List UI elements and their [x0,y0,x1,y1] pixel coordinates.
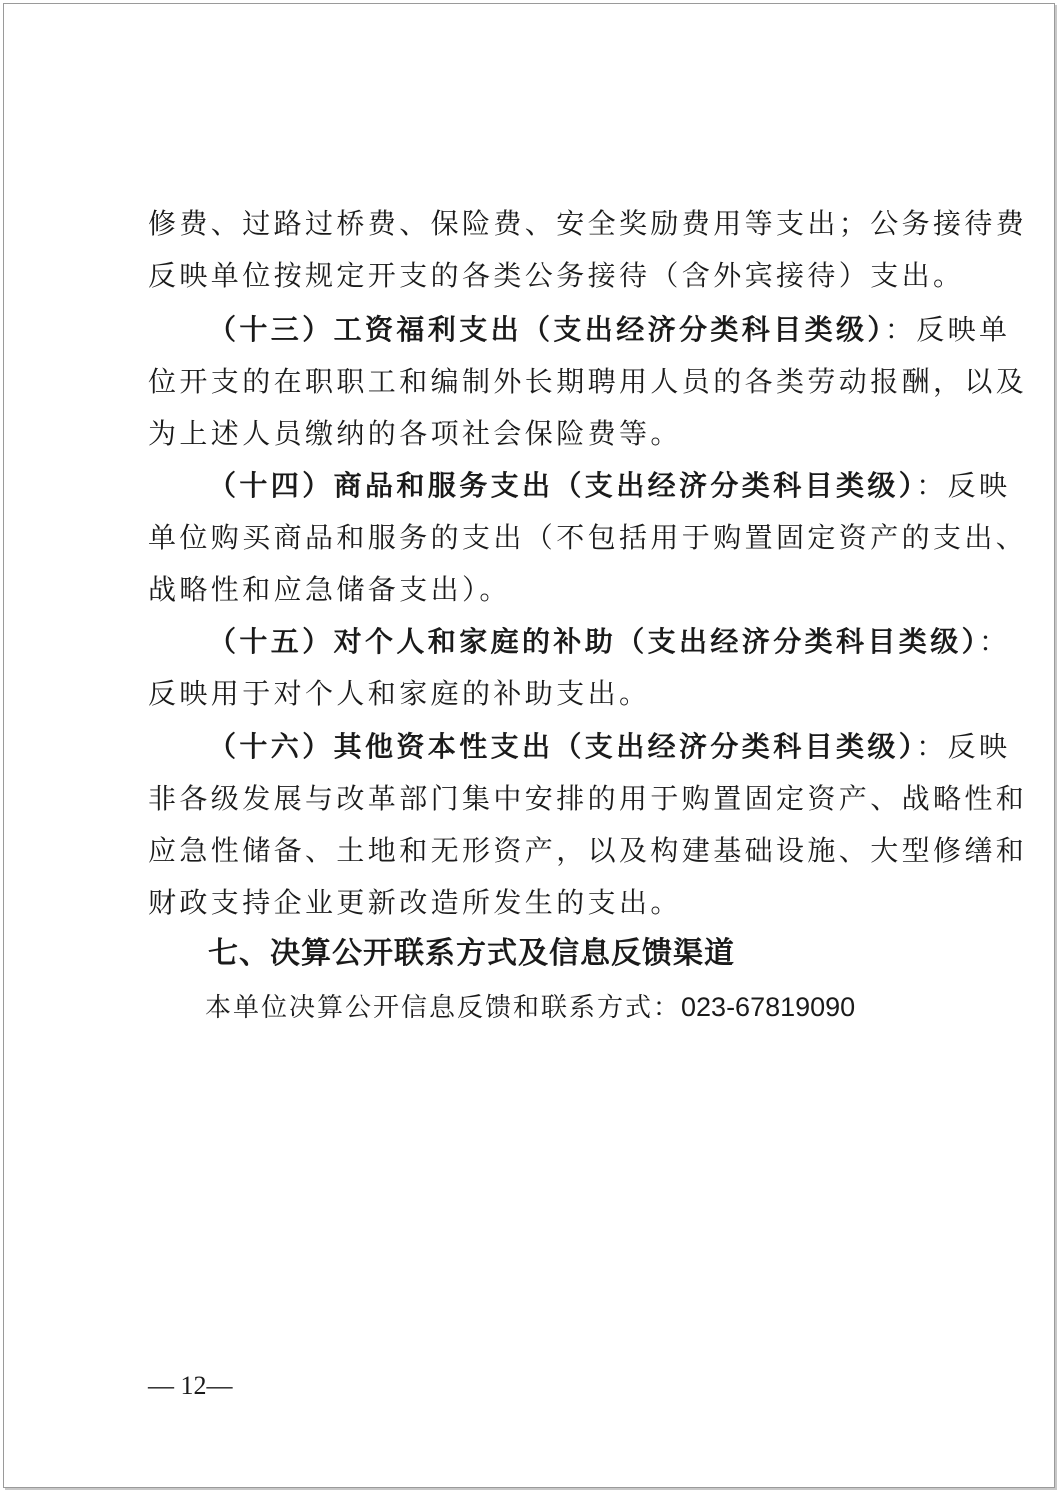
paragraph-16-first-line [208,727,1010,767]
contact-phone: 023-67819090 [681,992,856,1022]
paragraph-14-first-line [208,466,1010,506]
paragraph-15-lead: ： [979,625,1011,658]
section-7-heading: 七、决算公开联系方式及信息反馈渠道 [208,936,735,971]
paragraph-14-lead: ：反映 [916,469,1011,502]
paragraph-13-first-line [208,310,1010,350]
paragraph-line: 单位购买商品和服务的支出（不包括用于购置固定资产的支出、 [148,521,1028,554]
paragraph-14-title: （十四）商品和服务支出（支出经济分类科目类级） [208,469,917,502]
paragraph-16-title: （十六）其他资本性支出（支出经济分类科目类级） [208,730,917,763]
paragraph-line: 为上述人员缴纳的各项社会保险费等。 [148,417,682,450]
page-number: — 12— [148,1371,233,1400]
paragraph-15-first-line [208,622,1010,662]
paragraph-line: 反映用于对个人和家庭的补助支出。 [148,677,651,710]
contact-line [205,987,855,1028]
paragraph-line: 战略性和应急储备支出）。 [148,573,511,606]
paragraph-line: 反映单位按规定开支的各类公务接待（含外宾接待）支出。 [148,259,965,292]
paragraph-line: 修费、过路过桥费、保险费、安全奖励费用等支出；公务接待费 [148,207,1028,240]
paragraph-line: 财政支持企业更新改造所发生的支出。 [148,886,682,919]
paragraph-16-lead: ：反映 [916,730,1011,763]
paragraph-line: 位开支的在职职工和编制外长期聘用人员的各类劳动报酬，以及 [148,365,1028,398]
paragraph-15-title: （十五）对个人和家庭的补助（支出经济分类科目类级） [208,625,980,658]
paragraph-13-lead: ：反映单 [884,313,1011,346]
paragraph-line: 非各级发展与改革部门集中安排的用于购置固定资产、战略性和 [148,782,1028,815]
paragraph-13-title: （十三）工资福利支出（支出经济分类科目类级） [208,313,885,346]
contact-label: 本单位决算公开信息反馈和联系方式： [205,993,682,1023]
paragraph-line: 应急性储备、土地和无形资产，以及构建基础设施、大型修缮和 [148,834,1028,867]
